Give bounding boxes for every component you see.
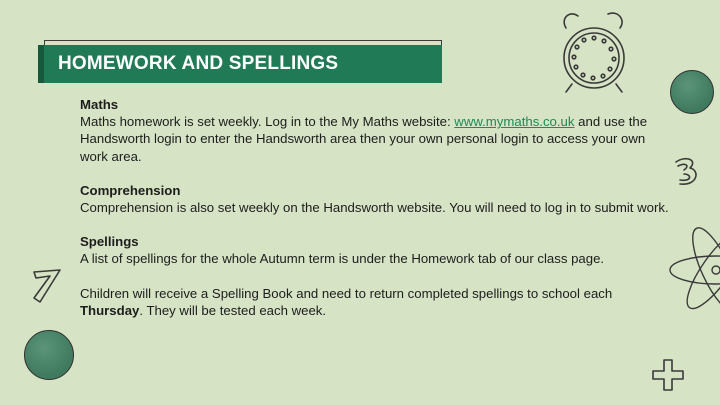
number-three-icon bbox=[672, 156, 702, 190]
maths-section bbox=[80, 96, 670, 165]
maths-heading: Maths bbox=[80, 97, 119, 112]
decorative-circle-left bbox=[24, 330, 74, 380]
mymaths-link[interactable]: www.mymaths.co.uk bbox=[454, 114, 575, 130]
comprehension-text: Comprehension is also set weekly on the Handsworth website. You will need to log in to submit work. bbox=[80, 200, 669, 216]
test-day: Thursday bbox=[80, 302, 140, 318]
spelling-book-text-after: . They will be tested each week. bbox=[139, 302, 327, 318]
page-title: HOMEWORK AND SPELLINGS bbox=[58, 53, 339, 74]
alarm-clock-icon bbox=[548, 6, 638, 98]
comprehension-heading: Comprehension bbox=[80, 182, 181, 198]
atom-icon bbox=[666, 210, 720, 330]
spelling-book-text-before: Children will receive a Spelling Book and need to return completed spellings to school each bbox=[80, 285, 613, 301]
decorative-circle-right bbox=[670, 70, 714, 114]
maths-text-before-link: Maths homework is set weekly. Log in to the My Maths website: bbox=[80, 114, 455, 130]
homework-content bbox=[80, 96, 670, 336]
title-banner bbox=[38, 45, 442, 83]
spellings-text: A list of spellings for the whole Autumn term is under the Homework tab of our class page. bbox=[80, 251, 605, 267]
comprehension-section bbox=[80, 182, 670, 216]
spellings-heading: Spellings bbox=[80, 234, 139, 250]
number-seven-icon bbox=[30, 266, 66, 306]
plus-icon bbox=[648, 356, 688, 396]
spelling-book-paragraph bbox=[80, 285, 670, 319]
maths-text-after-link: and use the Handsworth login to enter the Handsworth area then your own personal login to access your own work area. bbox=[80, 114, 648, 164]
spellings-section bbox=[80, 233, 670, 267]
